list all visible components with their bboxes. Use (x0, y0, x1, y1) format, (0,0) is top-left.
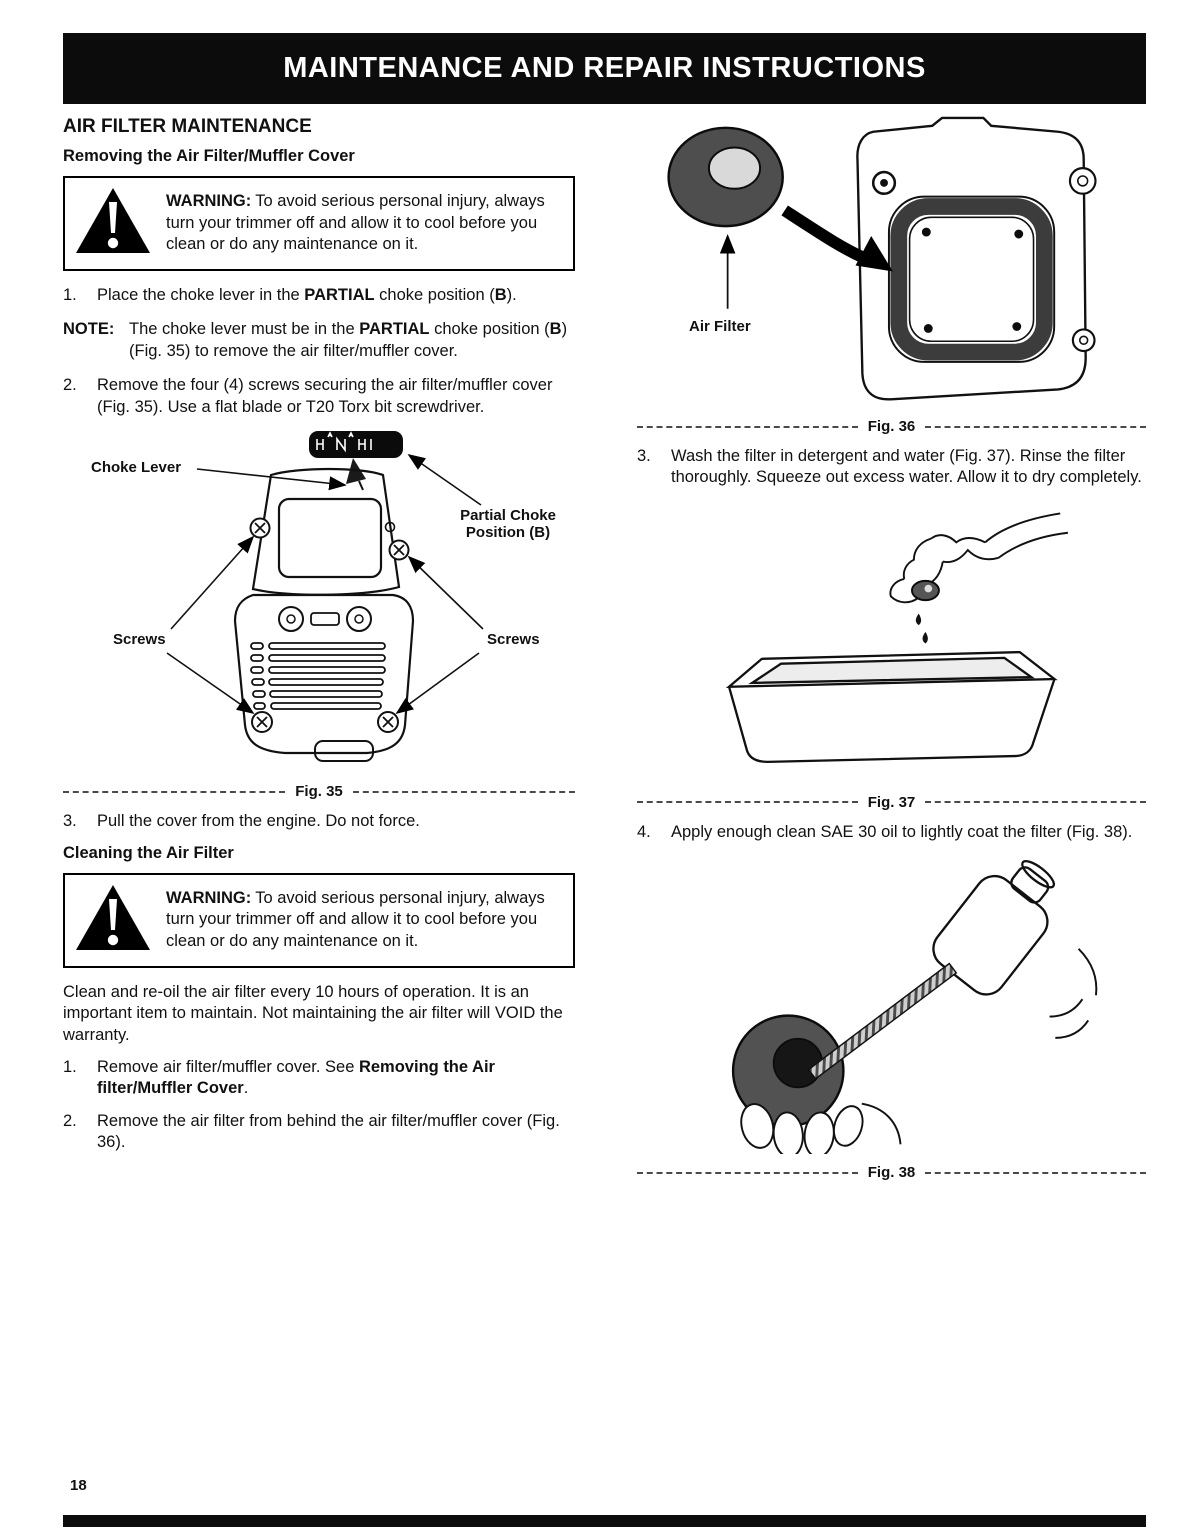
step-text: Wash the filter in detergent and water (Fig. 37). Rinse the filter thoroughly. Squeeze out excess water. Allow it to dry completely. (671, 447, 1142, 487)
step-text-part: . (243, 1079, 249, 1098)
fig35-screws-left-label: Screws (113, 631, 166, 649)
step-text-bold: PARTIAL (304, 286, 375, 304)
note-label: NOTE: (63, 320, 115, 339)
removing-step-2 (63, 375, 575, 418)
caption-text: Fig. 38 (867, 1164, 916, 1182)
step-number: 4. (637, 822, 651, 841)
note-block (63, 319, 575, 362)
step-number: 1. (63, 1057, 77, 1076)
figure-36-caption (637, 418, 1146, 435)
step-number: 3. (637, 447, 651, 465)
figure-36-art (637, 116, 1134, 416)
warning-text (166, 888, 565, 952)
fig36-air-filter-label: Air Filter (689, 318, 751, 335)
content-columns (63, 116, 1146, 1189)
step-text-part: ). (506, 286, 517, 304)
warning-triangle-icon (73, 185, 153, 262)
warning-label: WARNING: (166, 192, 252, 211)
note-text-bold: PARTIAL (359, 320, 430, 339)
step-text: Apply enough clean SAE 30 oil to lightly coat the filter (Fig. 38). (671, 822, 1133, 841)
warning-box-2 (63, 873, 575, 968)
step-number: 2. (63, 376, 77, 395)
step-text-part: Place the choke lever in the (97, 286, 305, 304)
cleaning-intro-paragraph: Clean and re-oil the air filter every 10 hours of operation. It is an important item to maintain. Not maintaining the air filter will VOID the warranty. (63, 982, 563, 1044)
step-text: Remove the four (4) screws securing the air filter/muffler cover (Fig. 35). Use a flat blade or T20 Torx bit screwdriver. (97, 376, 553, 416)
figure-36-air-filter-diagram (637, 116, 1146, 416)
caption-rule (63, 791, 285, 793)
note-text (129, 319, 575, 362)
caption-rule (637, 426, 858, 428)
removing-step-1 (63, 285, 575, 306)
caption-text: Fig. 35 (295, 783, 343, 801)
figure-37-caption (637, 794, 1146, 811)
step-text-bold: B (494, 286, 507, 304)
cleaning-step-4 (637, 822, 1146, 843)
section-title: AIR FILTER MAINTENANCE (63, 116, 312, 137)
note-text-bold: B (549, 320, 562, 339)
step-text: Remove the air filter from behind the air filter/muffler cover (Fig. 36). (97, 1111, 560, 1152)
left-column (63, 116, 575, 1189)
caption-text: Fig. 36 (867, 418, 916, 435)
page-header-banner (63, 33, 1146, 104)
note-text-part: choke position ( (429, 320, 550, 339)
cleaning-step-2 (63, 1111, 575, 1154)
removing-step-3 (63, 811, 575, 832)
figure-38-caption (637, 1164, 1146, 1181)
warning-body: To avoid serious personal injury, always turn your trimmer off and allow it to cool before you clean or do any maintenance on it. (166, 888, 545, 950)
step-text (97, 285, 575, 306)
warning-body: To avoid serious personal injury, always turn your trimmer off and allow it to cool before you clean or do any maintenance on it. (166, 192, 545, 254)
step-number: 2. (63, 1111, 77, 1130)
right-column (637, 116, 1146, 1189)
fig35-partial-choke-label: Partial Choke Position (B) (460, 507, 556, 542)
note-text-part: ) (Fig. 35) to remove the air filter/muffler cover. (129, 320, 568, 360)
subsection-cleaning-filter: Cleaning the Air Filter (63, 843, 234, 862)
warning-triangle-icon (73, 882, 153, 959)
caption-rule (637, 1172, 858, 1174)
step-text-part: Remove air filter/muffler cover. See (97, 1057, 359, 1076)
step-number: 3. (63, 812, 77, 831)
step-text-part: choke position ( (374, 286, 495, 304)
figure-35-caption (63, 783, 575, 800)
caption-text: Fig. 37 (867, 793, 916, 811)
figure-37-art (637, 500, 1134, 784)
step-text-bold: Removing the Air filter/Muffler Cover (97, 1057, 495, 1098)
fig35-choke-lever-label: Choke Lever (91, 459, 182, 477)
caption-rule (925, 1172, 1146, 1174)
note-text-part: The choke lever must be in the (129, 320, 360, 339)
warning-box-1 (63, 176, 575, 271)
caption-rule (925, 426, 1146, 428)
subsection-removing-cover: Removing the Air Filter/Muffler Cover (63, 147, 355, 165)
cleaning-step-1 (63, 1057, 575, 1100)
caption-rule (925, 801, 1146, 803)
page-number: 18 (70, 1477, 87, 1494)
step-text: Pull the cover from the engine. Do not force. (97, 812, 420, 831)
warning-text (166, 191, 565, 255)
figure-37-wash-filter-diagram (637, 500, 1146, 792)
figure-35-art (63, 429, 575, 781)
step-text (97, 1057, 575, 1100)
figure-38-oil-filter-diagram (637, 854, 1146, 1162)
cleaning-step-3 (637, 446, 1146, 489)
caption-rule (637, 801, 858, 803)
figure-38-art (637, 854, 1134, 1154)
page-header-title: MAINTENANCE AND REPAIR INSTRUCTIONS (283, 52, 926, 84)
figure-35-trimmer-engine-diagram (63, 429, 575, 781)
step-number: 1. (63, 286, 77, 304)
bottom-rule-bar (63, 1515, 1146, 1527)
fig35-screws-right-label: Screws (487, 631, 540, 649)
caption-rule (353, 791, 575, 793)
warning-label: WARNING: (166, 888, 252, 907)
